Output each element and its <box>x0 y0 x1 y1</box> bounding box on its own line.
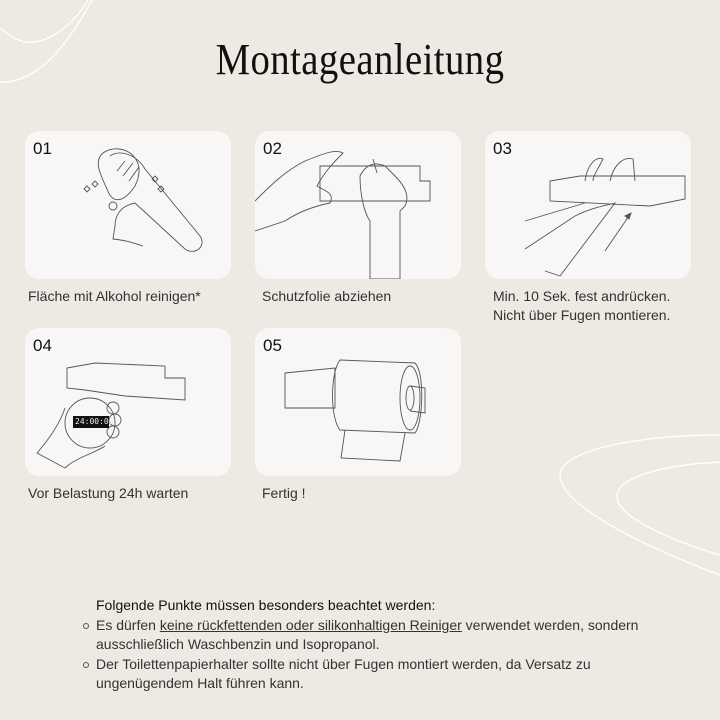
note-text: Es dürfen <box>96 616 160 633</box>
step-number: 02 <box>263 139 282 158</box>
step-caption-01: Fläche mit Alkohol reinigen* <box>28 288 201 304</box>
step-number: 04 <box>33 336 52 355</box>
notes-section <box>96 596 676 694</box>
step-caption-05: Fertig ! <box>262 485 306 501</box>
step-card-04 <box>25 328 231 476</box>
notes-item-2 <box>96 655 676 694</box>
step-card-02 <box>255 131 461 279</box>
notes-item-1 <box>96 616 676 655</box>
hand-cleaning-icon <box>25 131 231 279</box>
paper-roll-icon <box>255 328 461 476</box>
peel-film-icon <box>255 131 461 279</box>
step-number: 03 <box>493 139 512 158</box>
step-number: 01 <box>33 139 52 158</box>
stopwatch-icon <box>25 328 231 476</box>
step-caption-03 <box>493 287 720 325</box>
press-holder-icon <box>485 131 691 279</box>
note-underlined-text: keine rückfettenden oder silikonhaltigen Reiniger <box>159 616 462 633</box>
step-caption-03-line1: Min. 10 Sek. fest andrücken. <box>493 288 671 304</box>
step-card-01 <box>25 131 231 279</box>
step-caption-02: Schutzfolie abziehen <box>262 288 392 304</box>
timer-display: 24:00:00 <box>75 417 114 426</box>
step-card-05 <box>255 328 461 476</box>
step-caption-03-line2: Nicht über Fugen montieren. <box>493 307 671 323</box>
step-caption-04: Vor Belastung 24h warten <box>28 485 189 501</box>
step-number: 05 <box>263 336 282 355</box>
note-text: verwendet werden, sondern ausschließlich Waschbenzin und Isopropanol. <box>96 616 639 652</box>
bullet-icon <box>83 662 89 668</box>
note-text: Der Toilettenpapierhalter sollte nicht über Fugen montiert werden, da Versatz zu ungenügendem Halt führen kann. <box>96 655 591 691</box>
step-card-03 <box>485 131 691 279</box>
page-title: Montageanleitung <box>215 35 505 84</box>
bullet-icon <box>83 623 89 629</box>
notes-heading: Folgende Punkte müssen besonders beachtet werden: <box>96 597 436 613</box>
